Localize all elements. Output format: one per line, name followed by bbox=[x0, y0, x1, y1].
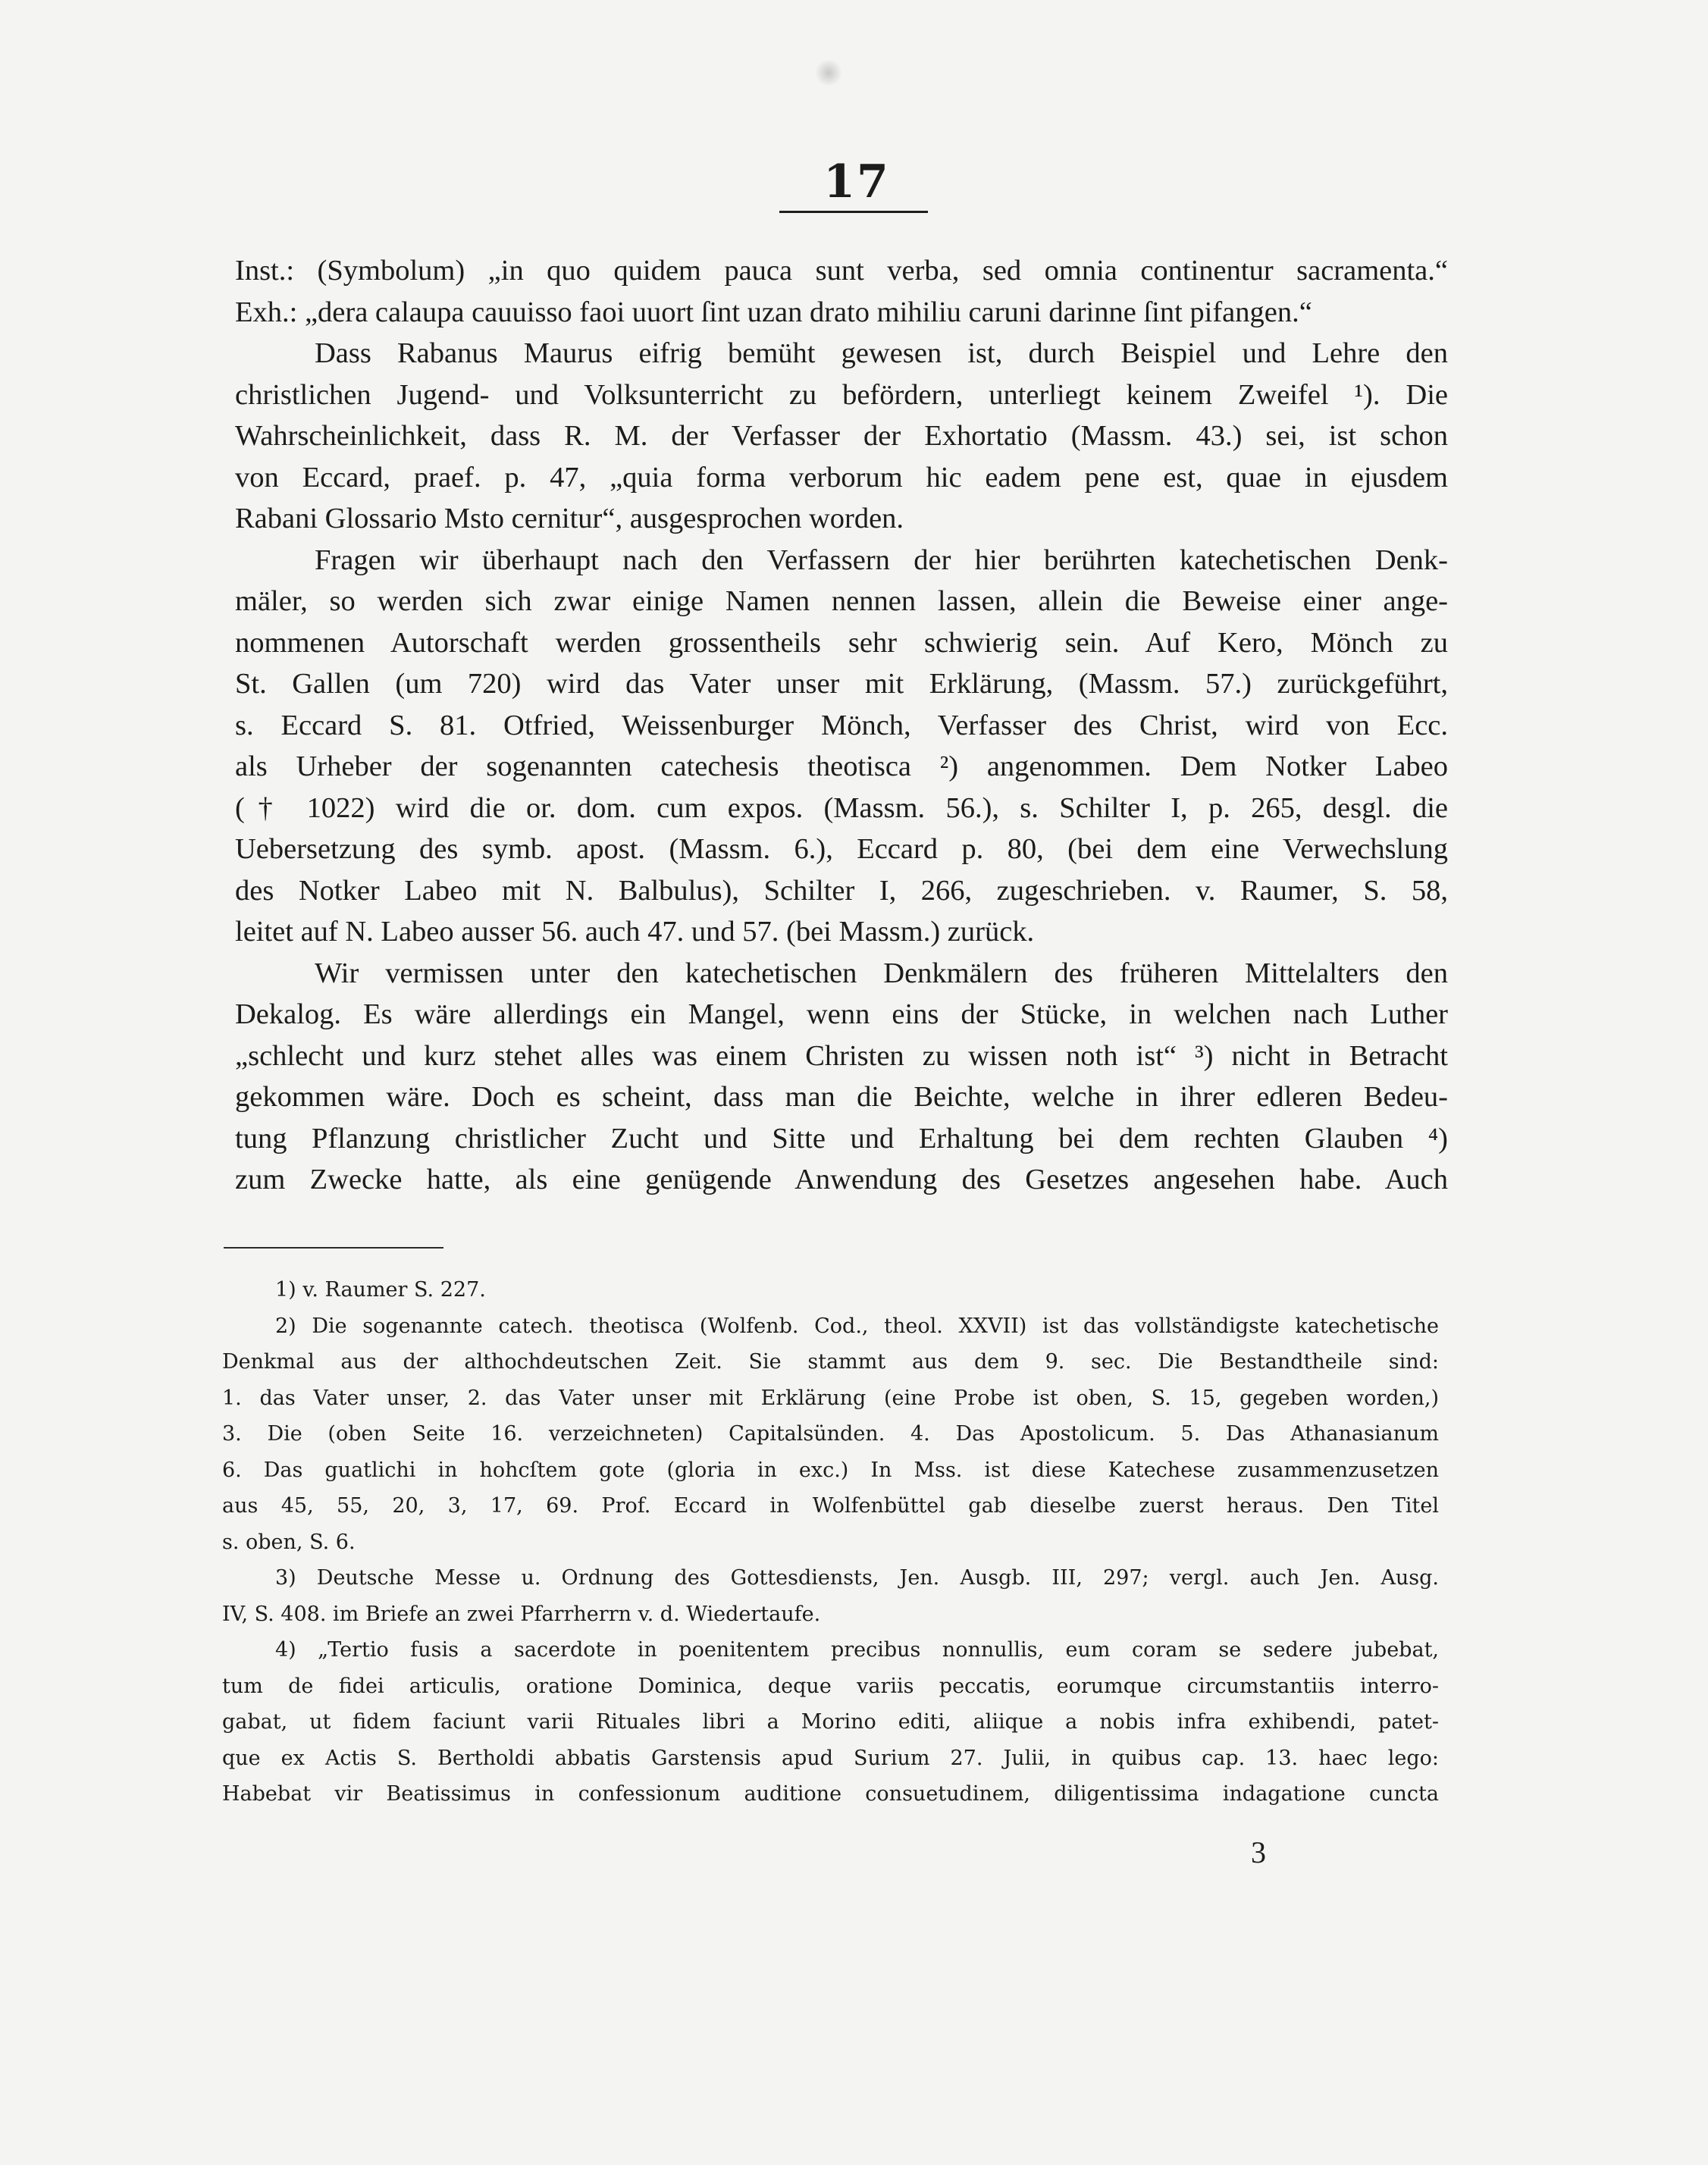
footnote-line: 1) v. Raumer S. 227. bbox=[275, 1278, 486, 1302]
text-line: Rabani Glossario Msto cernitur“, ausgesprochen worden. bbox=[235, 503, 904, 534]
text-line: von Eccard, praef. p. 47, „quia forma verborum hic eadem pene est, quae in ejusdem bbox=[235, 461, 1448, 493]
footnote-line: aus 45, 55, 20, 3, 17, 69. Prof. Eccard in Wolfenbüttel gab dieselbe zuerst heraus. Den Titel bbox=[222, 1494, 1439, 1518]
text-line: Inst.: (Symbolum) „in quo quidem pauca sunt verba, sed omnia continentur sacramenta.“ bbox=[235, 255, 1448, 287]
footnote-line: gabat, ut fidem faciunt varii Rituales libri a Morino editi, aliique a nobis infra exhibendi, patet- bbox=[222, 1710, 1439, 1734]
text-line: mäler, so werden sich zwar einige Namen nennen lassen, allein die Beweise einer ange- bbox=[235, 585, 1448, 617]
ink-smudge bbox=[815, 59, 842, 86]
page-number: 17 bbox=[823, 155, 890, 208]
text-line: Fragen wir überhaupt nach den Verfassern der hier berührten katechetischen Denk- bbox=[315, 544, 1448, 576]
footnote-line: IV, S. 408. im Briefe an zwei Pfarrherrn v. d. Wiedertaufe. bbox=[222, 1602, 821, 1626]
footnote-line: tum de fidei articulis, oratione Dominica, deque variis peccatis, eorumque circumstantiis interro- bbox=[222, 1674, 1439, 1698]
footnote-line: 3. Die (oben Seite 16. verzeichneten) Capitalsünden. 4. Das Apostolicum. 5. Das Athanasianum bbox=[222, 1422, 1439, 1446]
footnote-line: s. oben, S. 6. bbox=[222, 1530, 356, 1554]
text-line: gekommen wäre. Doch es scheint, dass man die Beichte, welche in ihrer edleren Bedeu- bbox=[235, 1081, 1448, 1113]
text-line: Wahrscheinlichkeit, dass R. M. der Verfasser der Exhortatio (Massm. 43.) sei, ist schon bbox=[235, 420, 1448, 452]
printer-signature-mark: 3 bbox=[1251, 1835, 1266, 1869]
text-line: († 1022) wird die or. dom. cum expos. (Massm. 56.), s. Schilter I, p. 265, desgl. die bbox=[235, 791, 1448, 824]
text-line: tung Pflanzung christlicher Zucht und Sitte und Erhaltung bei dem rechten Glauben ⁴) bbox=[235, 1122, 1448, 1155]
text-line: St. Gallen (um 720) wird das Vater unser mit Erklärung, (Massm. 57.) zurückgeführt, bbox=[235, 668, 1448, 700]
footnote-line: 6. Das guatlichi in hohcſtem gote (gloria in exc.) In Mss. ist diese Katechese zusammenzusetzen bbox=[222, 1458, 1439, 1482]
text-line: Uebersetzung des symb. apost. (Massm. 6.), Eccard p. 80, (bei dem eine Verwechslung bbox=[235, 833, 1448, 865]
text-line: Dass Rabanus Maurus eifrig bemüht gewesen ist, durch Beispiel und Lehre den bbox=[315, 337, 1448, 369]
text-line: Exh.: „dera calaupa cauuisso faoi uuort ſint uzan drato mihiliu caruni darinne ſint pifangen.“ bbox=[235, 296, 1312, 328]
text-line: christlichen Jugend- und Volksunterricht zu befördern, unterliegt keinem Zweifel ¹). Die bbox=[235, 378, 1448, 411]
text-line: „schlecht und kurz stehet alles was einem Christen zu wissen noth ist“ ³) nicht in Betracht bbox=[235, 1039, 1448, 1072]
footnote-line: 4) „Tertio fusis a sacerdote in poenitentem precibus nonnullis, eum coram se sedere jubebat, bbox=[275, 1638, 1439, 1662]
footnote-line: 1. das Vater unser, 2. das Vater unser mit Erklärung (eine Probe ist oben, S. 15, gegeben worden,) bbox=[222, 1386, 1439, 1410]
main-text bbox=[235, 250, 1448, 1201]
footnote-line: Habebat vir Beatissimus in confessionum auditione consuetudinem, diligentissima indagatione cuncta bbox=[222, 1782, 1439, 1806]
text-line: des Notker Labeo mit N. Balbulus), Schilter I, 266, zugeschrieben. v. Raumer, S. 58, bbox=[235, 874, 1448, 907]
text-line: Wir vermissen unter den katechetischen Denkmälern des früheren Mittelalters den bbox=[315, 957, 1448, 989]
footnote-line: 2) Die sogenannte catech. theotisca (Wolfenb. Cod., theol. XXVII) ist das vollständigste katechetische bbox=[275, 1314, 1439, 1338]
text-line: nommenen Autorschaft werden grossentheils sehr schwierig sein. Auf Kero, Mönch zu bbox=[235, 626, 1448, 659]
text-line: als Urheber der sogenannten catechesis theotisca ²) angenommen. Dem Notker Labeo bbox=[235, 750, 1448, 782]
footnote-line: que ex Actis S. Bertholdi abbatis Garstensis apud Surium 27. Julii, in quibus cap. 13. haec lego: bbox=[222, 1746, 1439, 1770]
footnote-line: 3) Deutsche Messe u. Ordnung des Gottesdiensts, Jen. Ausgb. III, 297; vergl. auch Jen. Ausg. bbox=[275, 1566, 1439, 1590]
text-line: leitet auf N. Labeo ausser 56. auch 47. und 57. (bei Massm.) zurück. bbox=[235, 916, 1035, 948]
page-number-rule bbox=[779, 211, 928, 213]
footnote-separator bbox=[224, 1247, 443, 1249]
footnotes bbox=[222, 1272, 1439, 1813]
text-line: zum Zwecke hatte, als eine genügende Anwendung des Gesetzes angesehen habe. Auch bbox=[235, 1164, 1448, 1195]
footnote-line: Denkmal aus der althochdeutschen Zeit. Sie stammt aus dem 9. sec. Die Bestandtheile sind: bbox=[222, 1350, 1439, 1374]
text-line: Dekalog. Es wäre allerdings ein Mangel, wenn eins der Stücke, in welchen nach Luther bbox=[235, 998, 1448, 1030]
text-line: s. Eccard S. 81. Otfried, Weissenburger Mönch, Verfasser des Christ, wird von Ecc. bbox=[235, 709, 1448, 741]
